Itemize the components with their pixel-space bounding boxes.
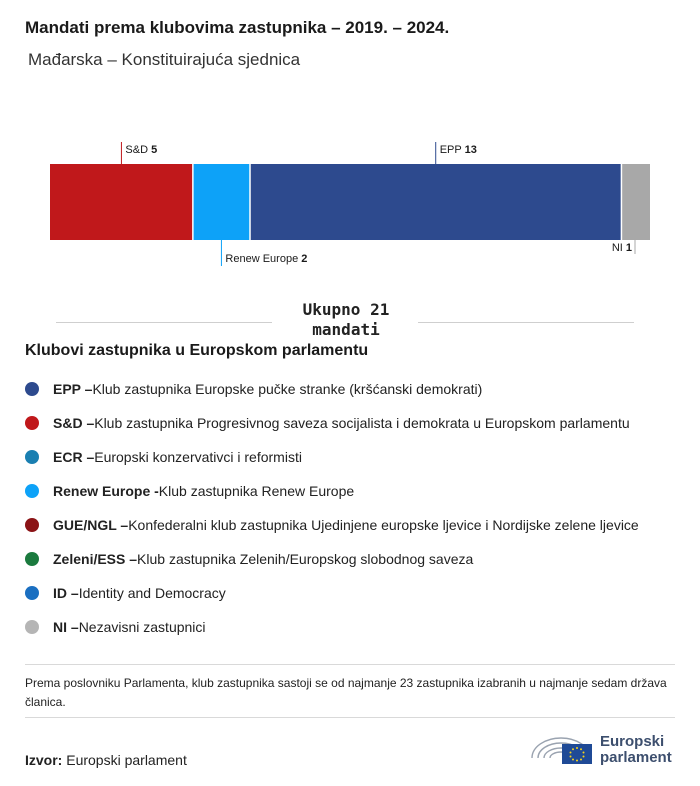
bar-label-value: 2 — [301, 253, 308, 265]
bar-label-value: 5 — [151, 144, 158, 156]
legend-item-epp — [25, 372, 639, 406]
bar-label-value: 1 — [625, 242, 632, 254]
legend-text: Klub zastupnika Zelenih/Europskog slobodnog saveza — [137, 551, 474, 567]
legend-item-renew — [25, 474, 639, 508]
legend-text: Europski konzervativci i reformisti — [94, 449, 302, 465]
legend-item-greens — [25, 542, 639, 576]
bar-segment-ni — [621, 164, 650, 240]
bar-segment-s-d — [50, 164, 193, 240]
logo-line2: parlament — [600, 749, 672, 766]
stacked-bar-chart — [0, 130, 700, 280]
legend-item-ecr — [25, 440, 639, 474]
footer-divider-bottom — [25, 717, 675, 718]
bar-label-renew-europe — [225, 253, 307, 265]
legend-dot-icon — [25, 484, 39, 498]
bar-segment-epp — [250, 164, 621, 240]
legend-text: Nezavisni zastupnici — [78, 619, 206, 635]
source-value: Europski parlament — [62, 752, 187, 768]
legend-title: Klubovi zastupnika u Europskom parlamentu — [25, 342, 369, 359]
legend-dot-icon — [25, 382, 39, 396]
bar-label-category: S&D — [125, 144, 152, 156]
bar-label-category: EPP — [439, 144, 465, 156]
total-label-line2: mandati — [312, 320, 380, 339]
legend-abbr: GUE/NGL – — [53, 517, 129, 533]
legend-item-sd — [25, 406, 639, 440]
source-label: Izvor: — [25, 752, 63, 768]
bar-label-category: NI — [611, 242, 626, 254]
legend-text: Klub zastupnika Progresivnog saveza socijalista i demokrata u Europskom parlamentu — [94, 415, 630, 431]
chart-title: Mandati prema klubovima zastupnika – 2019. – 2024. — [25, 18, 450, 37]
legend-abbr: Renew Europe - — [53, 483, 159, 499]
legend-dot-icon — [25, 416, 39, 430]
total-label — [278, 300, 414, 340]
bar-label-value: 13 — [464, 144, 477, 156]
bar-label-category: Renew Europe — [225, 253, 302, 265]
legend-text: Klub zastupnika Renew Europe — [158, 483, 355, 499]
bar-segment-renew-europe — [193, 164, 250, 240]
bar-label-ni — [612, 242, 632, 254]
chart-subtitle: Mađarska – Konstituirajuća sjednica — [28, 50, 301, 69]
legend-dot-icon — [25, 518, 39, 532]
total-seats — [0, 300, 700, 340]
legend-abbr: EPP – — [53, 381, 93, 397]
source — [25, 752, 187, 768]
legend-text: Klub zastupnika Europske pučke stranke (kršćanski demokrati) — [92, 381, 483, 397]
legend-dot-icon — [25, 552, 39, 566]
legend-abbr: Zeleni/ESS – — [53, 551, 138, 567]
legend-dot-icon — [25, 620, 39, 634]
legend-item-ni — [25, 610, 639, 644]
legend-dot-icon — [25, 586, 39, 600]
total-rule-left — [56, 322, 272, 323]
legend — [25, 372, 639, 644]
bar-label-epp — [440, 144, 477, 156]
legend-dot-icon — [25, 450, 39, 464]
logo-line1: Europski — [600, 733, 665, 750]
bar-label-s-d — [125, 144, 157, 156]
footer-divider-top — [25, 664, 675, 665]
legend-abbr: ECR – — [53, 449, 95, 465]
legend-text: Identity and Democracy — [78, 585, 226, 601]
legend-item-gue-ngl — [25, 508, 639, 542]
legend-abbr: ID – — [53, 585, 79, 601]
total-rule-right — [418, 322, 634, 323]
footer-note: Prema poslovniku Parlamenta, klub zastupnika sastoji se od najmanje 23 zastupnika izabranih u najmanje sedam država članica. — [25, 676, 667, 709]
total-label-line1: Ukupno 21 — [302, 300, 390, 319]
legend-abbr: NI – — [53, 619, 79, 635]
legend-text: Konfederalni klub zastupnika Ujedinjene europske ljevice i Nordijske zelene ljevice — [128, 517, 639, 533]
european-parliament-logo — [528, 728, 688, 768]
legend-abbr: S&D – — [53, 415, 95, 431]
logo-wordmark — [600, 734, 672, 766]
legend-item-id — [25, 576, 639, 610]
parliament-hemicycle-icon — [528, 728, 594, 768]
